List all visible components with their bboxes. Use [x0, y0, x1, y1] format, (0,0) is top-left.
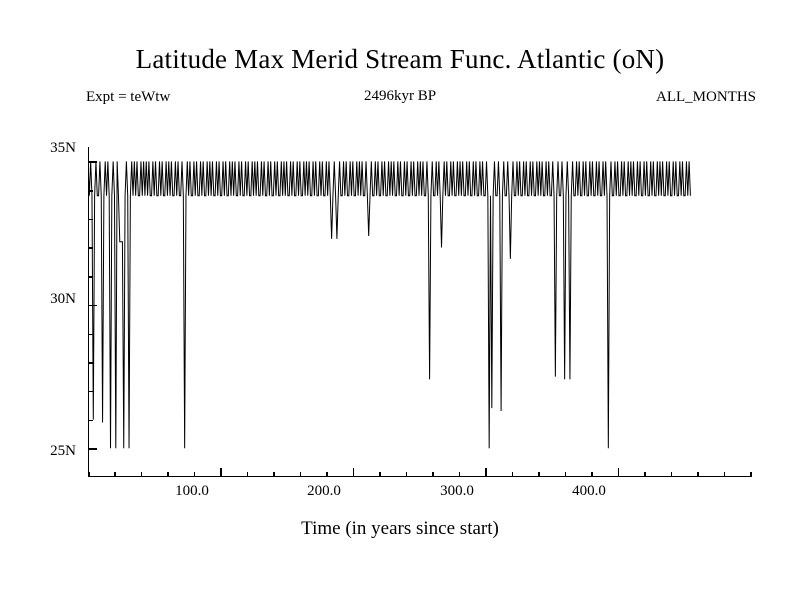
y-tickmark: [88, 391, 93, 393]
x-tickmark: [326, 472, 328, 477]
x-tickmark: [538, 472, 540, 477]
y-tickmark: [88, 362, 93, 364]
y-tickmark: [88, 247, 93, 249]
y-tickmark: [88, 305, 97, 307]
x-tickmark: [300, 472, 302, 477]
plot-area: [88, 147, 750, 477]
y-tickmark: [88, 448, 97, 450]
x-tickmark: [141, 472, 143, 477]
x-tickmark: [273, 472, 275, 477]
x-tickmark: [459, 472, 461, 477]
xtick-label-200: 200.0: [307, 483, 341, 499]
x-tickmark: [353, 468, 355, 477]
x-tickmark: [671, 472, 673, 477]
x-tickmark: [220, 468, 222, 477]
x-tickmark: [618, 468, 620, 477]
page-title: Latitude Max Merid Stream Func. Atlantic (oN): [135, 44, 665, 74]
experiment-label: Expt = teWtw: [86, 89, 171, 105]
x-axis-title: Time (in years since start): [301, 518, 499, 539]
x-tickmark: [432, 472, 434, 477]
xtick-label-300: 300.0: [440, 483, 474, 499]
x-tickmark: [167, 472, 169, 477]
x-tickmark: [114, 472, 116, 477]
x-tickmark: [512, 472, 514, 477]
x-tickmark: [194, 472, 196, 477]
y-tickmark: [88, 276, 93, 278]
y-tickmark: [88, 334, 93, 336]
x-tickmark: [406, 472, 408, 477]
y-tickmark: [88, 161, 97, 163]
series-line: [88, 147, 750, 477]
x-tickmark: [88, 472, 90, 477]
ytick-label-35N: 35N: [50, 140, 76, 156]
x-tickmark: [697, 472, 699, 477]
x-tickmark: [591, 472, 593, 477]
xtick-label-100: 100.0: [175, 483, 209, 499]
y-tickmark: [88, 190, 93, 192]
y-tickmark: [88, 219, 93, 221]
x-tickmark: [724, 472, 726, 477]
time-period-label: 2496kyr BP: [363, 88, 437, 104]
x-tickmark: [644, 472, 646, 477]
y-tickmark: [88, 420, 93, 422]
ytick-label-30N: 30N: [50, 291, 76, 307]
x-tickmark: [750, 472, 752, 477]
x-tickmark: [379, 472, 381, 477]
ytick-label-25N: 25N: [50, 443, 76, 459]
x-tickmark: [247, 472, 249, 477]
x-tickmark: [485, 468, 487, 477]
xtick-label-400: 400.0: [572, 483, 606, 499]
months-label: ALL_MONTHS: [656, 89, 756, 105]
x-tickmark: [565, 472, 567, 477]
